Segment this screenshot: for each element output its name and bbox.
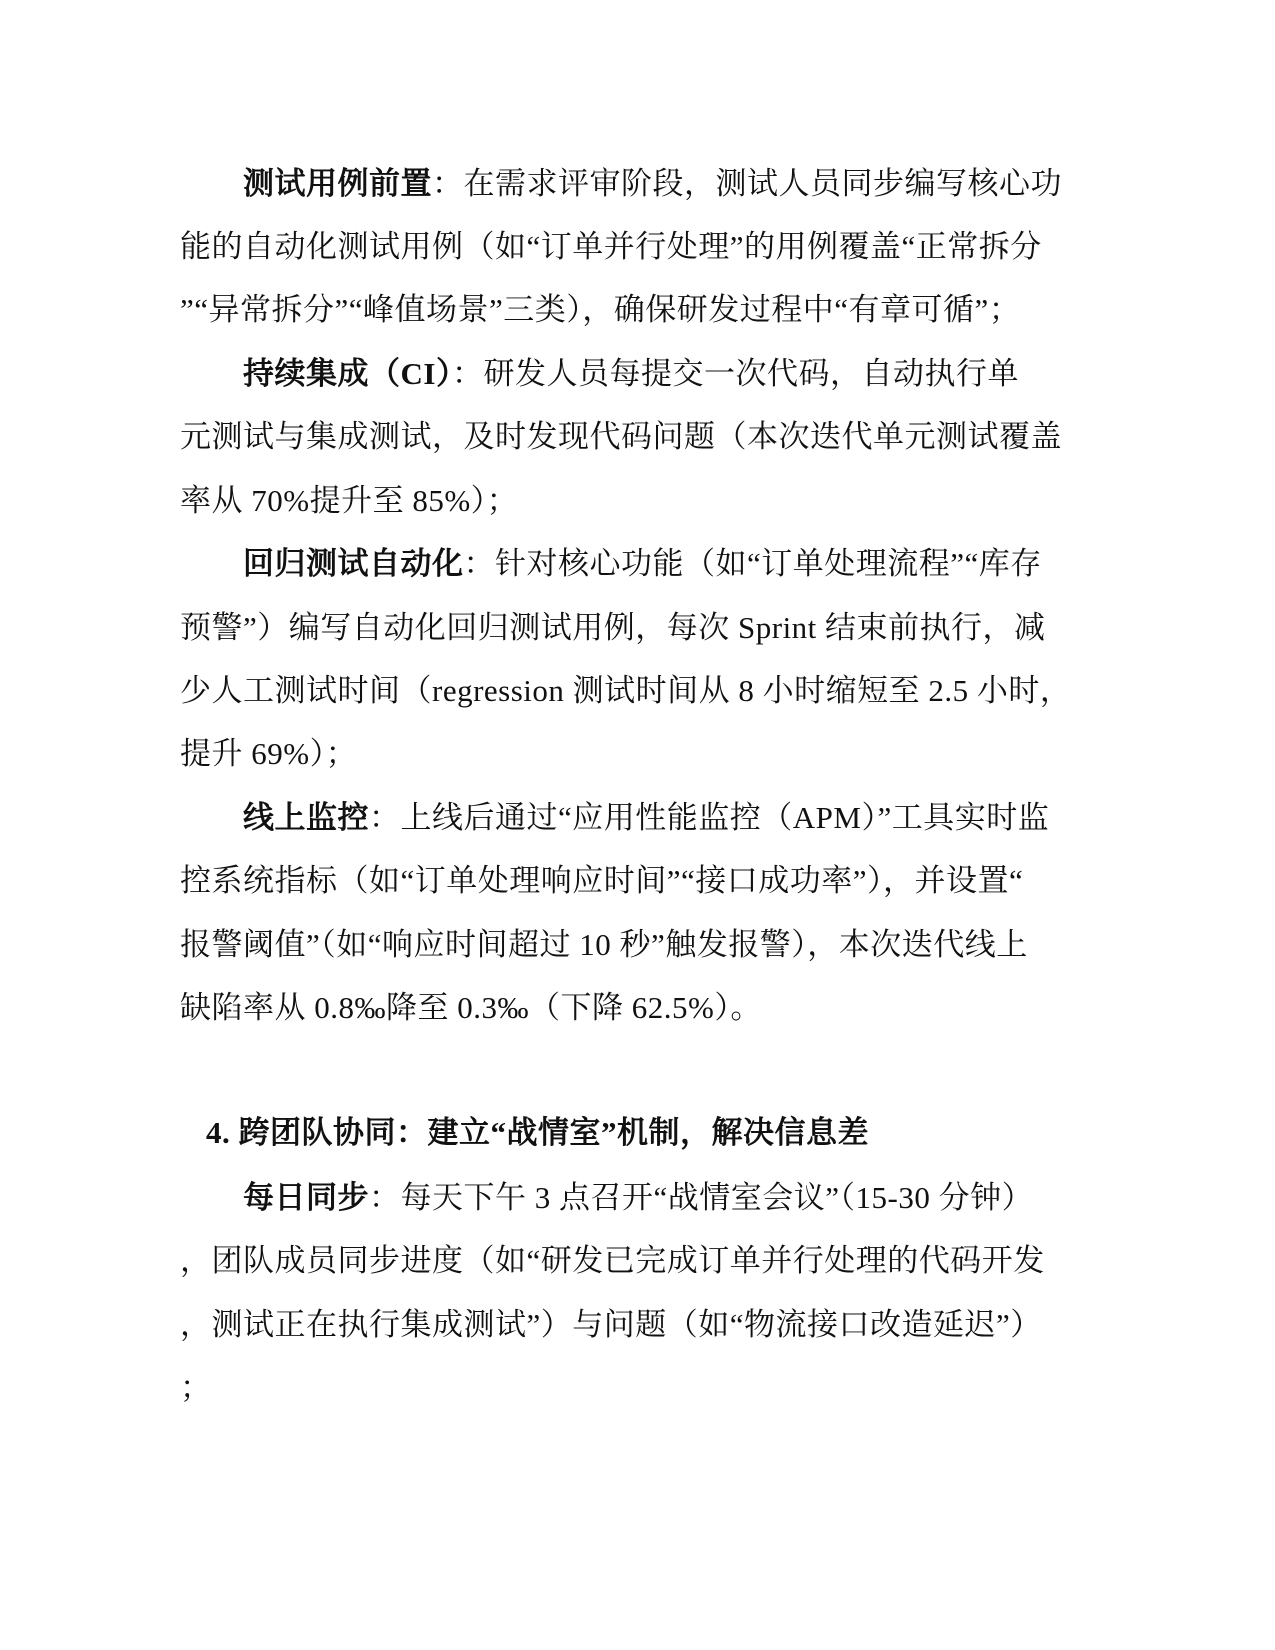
section-paragraph-line-3: ，测试正在执行集成测试”）与问题（如“物流接口改造延迟”）	[180, 1307, 1042, 1342]
paragraph-2-line-3: 率从 70%提升至 85%）；	[180, 483, 519, 518]
section-paragraph-line-4: ；	[180, 1370, 212, 1405]
section-paragraph-line-2: ，团队成员同步进度（如“研发已完成订单并行处理的代码开发	[180, 1243, 1045, 1278]
paragraph-3-line-1: 回归测试自动化：针对核心功能（如“订单处理流程”“库存	[243, 546, 1042, 581]
paragraph-3-line-3: 少人工测试时间（regression 测试时间从 8 小时缩短至 2.5 小时，	[180, 673, 1072, 708]
paragraph-4-line-3: 报警阈值”（如“响应时间超过 10 秒”触发报警），本次迭代线上	[180, 927, 1028, 962]
paragraph-4-label: 线上监控	[243, 800, 369, 835]
paragraph-1-line-1: 测试用例前置：在需求评审阶段，测试人员同步编写核心功	[243, 166, 1062, 201]
section-heading: 4. 跨团队协同：建立“战情室”机制，解决信息差	[206, 1115, 869, 1150]
paragraph-1-label: 测试用例前置	[243, 166, 432, 201]
paragraph-2-line-1: 持续集成（CI）：研发人员每提交一次代码，自动执行单	[243, 356, 1019, 391]
paragraph-1-line-3: ”“异常拆分”“峰值场景”三类），确保研发过程中“有章可循”；	[180, 292, 1021, 327]
paragraph-4-line-4: 缺陷率从 0.8‰降至 0.3‰（下降 62.5%）。	[180, 990, 762, 1025]
paragraph-2-label: 持续集成（CI）	[243, 356, 452, 391]
paragraph-4-line-2: 控系统指标（如“订单处理响应时间”“接口成功率”），并设置“	[180, 863, 1024, 898]
section-paragraph-label: 每日同步	[243, 1180, 369, 1215]
paragraph-3-label: 回归测试自动化	[243, 546, 464, 581]
section-paragraph-line-1: 每日同步：每天下午 3 点召开“战情室会议”（15-30 分钟）	[243, 1180, 1034, 1215]
paragraph-2-line-2: 元测试与集成测试，及时发现代码问题（本次迭代单元测试覆盖	[180, 419, 1062, 454]
paragraph-3-line-4: 提升 69%）；	[180, 736, 358, 771]
paragraph-4-line-1: 线上监控：上线后通过“应用性能监控（APM）”工具实时监	[243, 800, 1050, 835]
paragraph-3-line-2: 预警”）编写自动化回归测试用例，每次 Sprint 结束前执行，减	[180, 610, 1046, 645]
paragraph-1-line-2: 能的自动化测试用例（如“订单并行处理”的用例覆盖“正常拆分	[180, 229, 1042, 264]
